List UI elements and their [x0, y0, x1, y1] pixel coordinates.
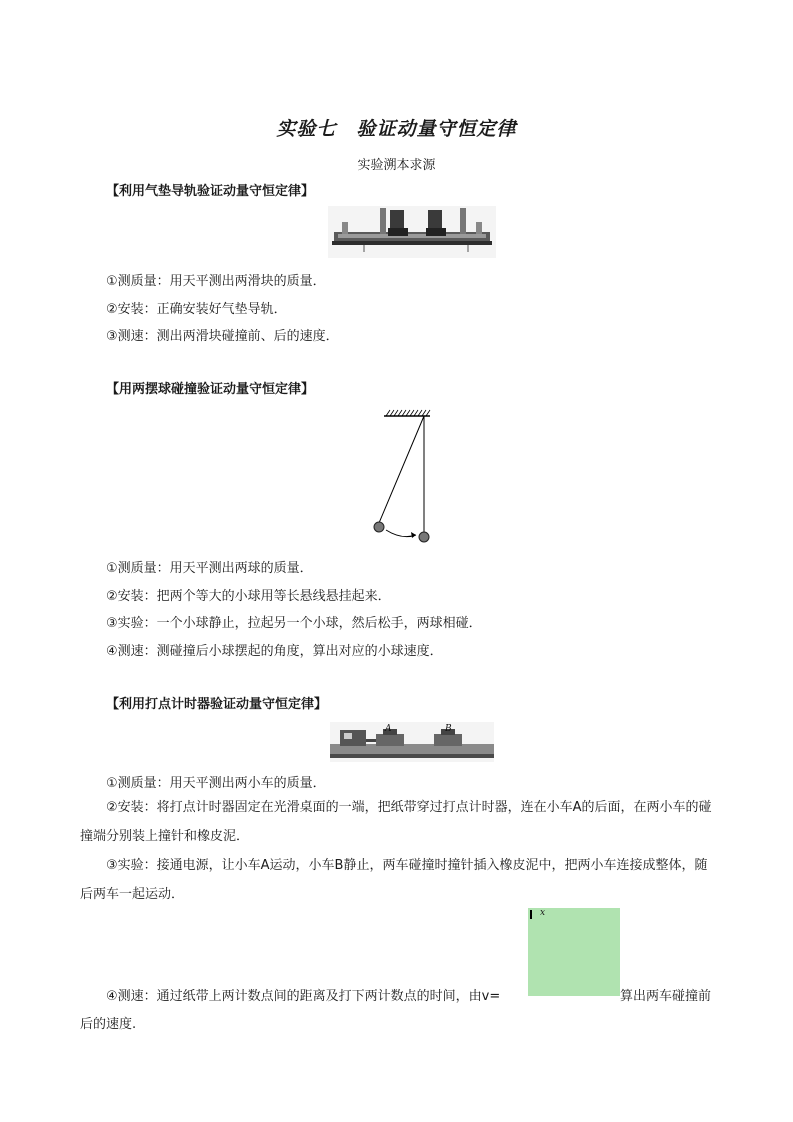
pendulum-step-3: ③实验：一个小球静止，拉起另一个小球，然后松手，两球相碰． [106, 616, 482, 631]
air-track-step-2: ②安装：正确安装好气垫导轨． [106, 302, 287, 317]
timer-step-2: ②安装：将打点计时器固定在光滑桌面的一端，把纸带穿过打点计时器，连在小车A的后面，在两小车的碰撞端分别装上撞针和橡皮泥． [80, 800, 712, 844]
timer-carts-figure [330, 722, 494, 762]
air-track-step-3: ③测速：测出两滑块碰撞前、后的速度． [106, 329, 339, 344]
air-track-figure [328, 206, 496, 258]
timer-step-4-continued: 算出两车碰撞前 [620, 989, 712, 1004]
section-heading-pendulum: 【用两摆球碰撞验证动量守恒定律】 [106, 382, 315, 397]
cart-b-label: B [445, 724, 452, 734]
pendulum-step-2: ②安装：把两个等大的小球用等长悬线悬挂起来． [106, 589, 391, 604]
cursor-mark [530, 910, 532, 919]
pendulum-step-1: ①测质量：用天平测出两球的质量． [106, 561, 313, 576]
section-heading-timer: 【利用打点计时器验证动量守恒定律】 [106, 697, 328, 712]
timer-step-1: ①测质量：用天平测出两小车的质量． [106, 776, 326, 791]
air-track-step-1: ①测质量：用天平测出两滑块的质量． [106, 274, 326, 289]
timer-step-4: ④测速：通过纸带上两计数点间的距离及打下两计数点的时间，由v= [106, 989, 501, 1004]
timer-step-3: ③实验：接通电源，让小车A运动，小车B静止，两车碰撞时撞针插入橡皮泥中，把两小车连接成整体，随后两车一起运动． [80, 858, 708, 902]
pendulum-step-4: ④测速：测碰撞后小球摆起的角度，算出对应的小球速度． [106, 644, 443, 659]
page-title: 实验七 验证动量守恒定律 [276, 118, 517, 140]
cart-a-label: A [385, 724, 392, 734]
timer-step-4-end: 后的速度. [80, 1017, 137, 1032]
formula-variable-label: x [540, 908, 546, 918]
page-subtitle: 实验溯本求源 [357, 158, 436, 173]
section-heading-air-track: 【利用气垫导轨验证动量守恒定律】 [106, 184, 315, 199]
pendulum-figure [370, 408, 440, 548]
formula-placeholder [528, 908, 620, 996]
